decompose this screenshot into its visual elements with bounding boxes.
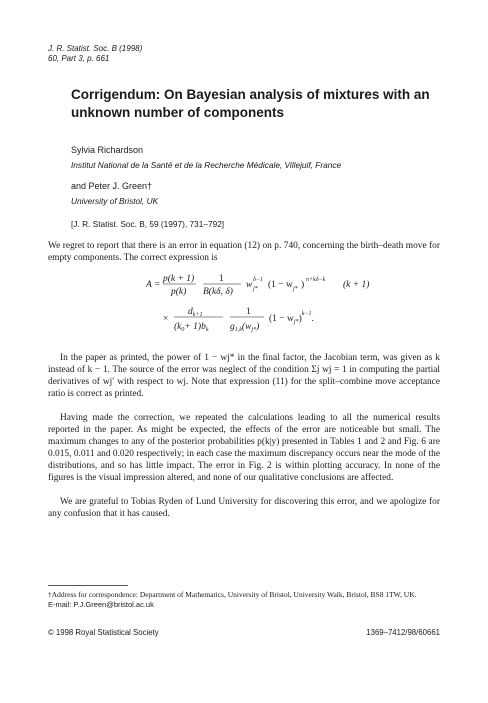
paragraph: We regret to report that there is an error in equation (12) on p. 740, concerning the birth–death move for empty components. The correct expression is [48,241,440,263]
copyright-notice: © 1998 Royal Statistical Society [48,628,159,637]
footnote [48,590,440,610]
numerator-symbol: d [188,307,193,317]
equation-lhs: A = [146,280,161,290]
weight-complement-term [269,311,314,325]
fraction-numerator [188,307,202,318]
subscript: 0 [181,327,185,333]
closing-paren: ) [298,314,302,324]
author-name: Sylvia Richardson [71,145,144,155]
footnote-address: †Address for correspondence: Department of Mathematics, University of Bristol, University Walk, Bristol, BS8 1TW, UK. [48,590,417,599]
author-name: and Peter J. Green† [71,181,153,191]
factor-term: (k + 1) [343,280,370,290]
denominator-part: (k [174,322,182,332]
paper-title: Corrigendum: On Bayesian analysis of mixtures with an unknown number of components [71,87,430,120]
author-affiliation: University of Bristol, UK [71,196,159,206]
denominator-part: ) [256,322,260,332]
subscript: k+1 [192,312,203,318]
paragraph: In the paper as printed, the power of 1 − wj* in the final factor, the Jacobian term, was given as k instead of k − 1. The source of the error was neglect of the condition Σj wj = 1 in computing the partial derivatives of wj′ with respect to wj. Note that expression (11) for the split–combine move acceptance ratio is correct as printed. [48,353,440,399]
superscript: n+kδ−k [306,277,326,283]
fraction-numerator: 1 [219,274,224,284]
subscript: j* [293,286,298,292]
fraction-denominator: B(kδ, δ) [203,287,233,297]
equation [146,271,406,337]
article-code: 1369–7412/98/60661 [366,628,440,637]
denominator-part: + 1)b [184,322,206,332]
fraction-denominator [230,321,259,333]
subscript: 1,k [234,327,242,333]
journal-header [48,44,142,64]
superscript: k−1 [301,311,312,317]
footnote-divider [48,585,128,586]
citation-reference: [J. R. Statist. Soc. B, 59 (1997), 731–792] [71,219,225,229]
subscript: j* [251,327,257,333]
author-affiliation: Institut National de la Santé et de la Recherche Médicale, Villejuif, France [71,160,342,170]
subscript: k [205,327,209,333]
fraction-numerator: p(k + 1) [163,274,195,284]
journal-volume: 60, Part 3, p. 661 [48,54,110,63]
journal-name: J. R. Statist. Soc. B (1998) [48,44,143,53]
fraction-denominator: p(k) [171,287,187,297]
times-sign: × [163,314,169,324]
paragraph: Having made the correction, we repeated the calculations leading to all the numerical results reported in the paper. As might be expected, the effects of the error are noticeable but small. The maximum changes to any of the posterior probabilities p(k|y) presented in Tables 1 and 2 and Fig. 6 are 0.015, 0.011 and 0.020 respectively; in each case the maximum discrepancy occurs near the mode of the distributions, and so has little impact. The error in Fig. 2 is within plotting accuracy. In none of the figures is the visual impression altered, and none of our qualitative conclusions are affected. [48,413,440,483]
subscript: j* [253,286,258,292]
fraction-numerator: 1 [246,307,251,317]
denominator-part: (w [241,322,252,332]
footnote-email: E-mail: P.J.Green@bristol.ac.uk [48,600,154,609]
fraction-denominator [174,321,209,333]
equation-period: . [311,314,314,324]
superscript: δ−1 [253,277,263,283]
weight-complement-term: (1 − w [268,280,293,290]
closing-paren: ) [301,280,305,290]
subscript: j* [293,319,299,325]
paragraph: We are grateful to Tobias Ryden of Lund University for discovering this error, and we apologize for any confusion that it has caused. [48,497,440,519]
term-part: (1 − w [269,314,294,324]
weight-term: w [246,280,253,290]
denominator-part: g [230,322,235,332]
